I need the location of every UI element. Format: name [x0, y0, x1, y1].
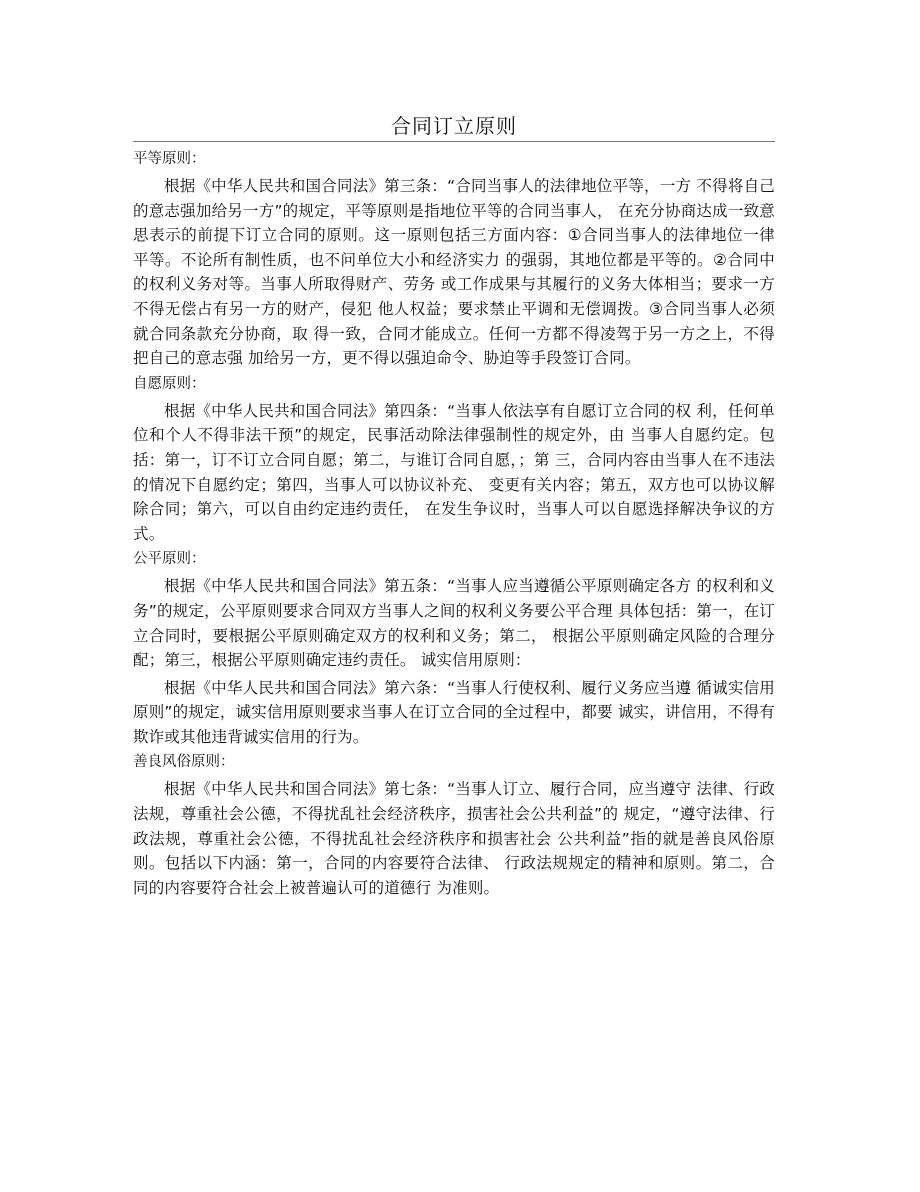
section-heading-equality: 平等原则：	[133, 151, 206, 167]
page-title: 合同订立原则	[391, 114, 517, 138]
section-body-voluntary: 根据《中华人民共和国合同法》第四条：“当事人依法享有自愿订立合同的权 利，任何单位和个人不得非法干预”的规定，民事活动除法律强制性的规定外，由 当事人自愿约定。包括：第一，订不订立合同自愿；第二，与谁订合同自愿，；第 三，合同内容由当事人在不违法的情况下自愿约定；第四，当事人可以协议补充、 变更有关内容；第五，双方也可以协议解除合同；第六，可以自由约定违约责任， 在发生争议时，当事人可以自愿选择解决争议的方式。	[133, 401, 775, 543]
section-body-good-faith: 根据《中华人民共和国合同法》第六条：“当事人行使权利、履行义务应当遵 循诚实信用原则”的规定，诚实信用原则要求当事人在订立合同的全过程中，都要 诚实，讲信用，不得有欺诈或其他违背诚实信用的行为。	[133, 678, 775, 746]
section-body-fairness: 根据《中华人民共和国合同法》第五条：“当事人应当遵循公平原则确定各方 的权利和义务”的规定，公平原则要求合同双方当事人之间的权利义务要公平合理 具体包括：第一，在订立合同时，要根据公平原则确定双方的权利和义务；第二， 根据公平原则确定风险的合理分配；第三，根据公平原则确定违约责任。 诚实信用原则：	[133, 577, 775, 670]
section-body-public-order: 根据《中华人民共和国合同法》第七条：“当事人订立、履行合同，应当遵守 法律、行政法规，尊重社会公德，不得扰乱社会经济秩序，损害社会公共利益”的 规定，“遵守法律、行政法规，尊重社会公德，不得扰乱社会经济秩序和损害社会 公共利益”指的就是善良风俗原则。包括以下内涵：第一，合同的内容要符合法律、 行政法规规定的精神和原则。第二，合同的内容要符合社会上被普遍认可的道德行 为准则。	[133, 780, 775, 897]
section-heading-fairness: 公平原则：	[133, 551, 206, 568]
section-heading-voluntary: 自愿原则：	[133, 375, 206, 392]
title-divider	[133, 141, 775, 142]
document-page	[133, 112, 775, 902]
section-heading-public-order: 善良风俗原则：	[133, 754, 235, 771]
section-body-equality: 根据《中华人民共和国合同法》第三条：“合同当事人的法律地位平等，一方 不得将自己的意志强加给另一方”的规定，平等原则是指地位平等的合同当事人， 在充分协商达成一致意思表示的前提下订立合同的原则。这一原则包括三方面内容：①合同当事人的法律地位一律平等。不论所有制性质，也不问单位大小和经济实力 的强弱，其地位都是平等的。②合同中的权利义务对等。当事人所取得财产、劳务 或工作成果与其履行的义务大体相当；要求一方不得无偿占有另一方的财产，侵犯 他人权益；要求禁止平调和无偿调拨。③合同当事人必须就合同条款充分协商，取 得一致，合同才能成立。任何一方都不得凌驾于另一方之上，不得把自己的意志强 加给另一方，更不得以强迫命令、胁迫等手段签订合同。	[133, 177, 775, 368]
